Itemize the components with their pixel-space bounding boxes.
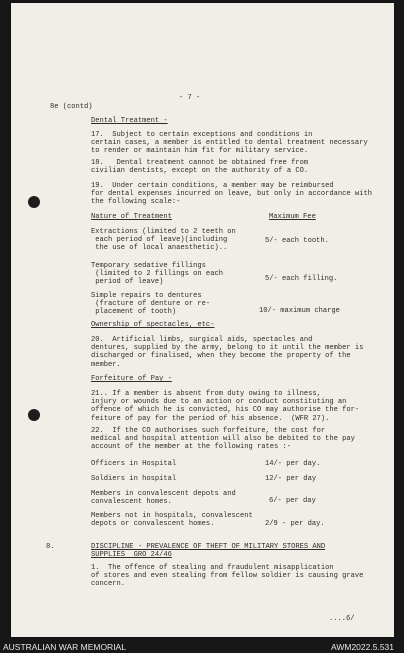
discipline-paragraph-1: 1. The offence of stealing and fraudulent misapplication of stores and even stealing from fellow soldier is causing grave concern.	[91, 564, 364, 589]
archive-footer	[0, 640, 404, 653]
rate-value: 2/9 - per day.	[265, 520, 325, 528]
section-number: 8.	[46, 543, 55, 551]
table-row-fee: 5/- each filling.	[265, 275, 338, 283]
paragraph-21: 21.. If a member is absent from duty owing to illness, injury or wounds due to an action or conduct constituting an offence of which he is convicted, his CO may authorise the for- feiture of pay for the period of his absence. (WFR 27).	[91, 390, 360, 423]
punch-hole	[28, 196, 40, 208]
paragraph-20: 20. Artificial limbs, surgical aids, spectacles and dentures, supplied by the army, belong to it until the member is discharged or finalised, when they become the property of the member.	[91, 336, 364, 369]
rate-label: Officers in Hospital	[91, 460, 177, 468]
rate-label: Soldiers in hospital	[91, 475, 177, 483]
paragraph-17: 17. Subject to certain exceptions and conditions in certain cases, a member is entitled to dental treatment necessary to render or maintain him fit for military service.	[91, 131, 368, 156]
continuation-mark: ....6/	[329, 615, 355, 623]
table-row-fee: 5/- each tooth.	[265, 237, 329, 245]
punch-hole	[28, 409, 40, 421]
dental-treatment-heading: Dental Treatment -	[91, 117, 168, 125]
paragraph-18: 18. Dental treatment cannot be obtained free from civilian dentists, except on the authority of a CO.	[91, 159, 309, 176]
footer-institution: AUSTRALIAN WAR MEMORIAL	[3, 641, 126, 652]
section-reference: 8e (contd)	[50, 103, 93, 111]
table-header-fee: Maximum Fee	[269, 213, 316, 221]
spectacles-heading: Ownership of spectacles, etc-	[91, 321, 215, 329]
rate-label: Members in convalescent depots and convalescent homes.	[91, 490, 236, 507]
table-row-fee: 10/- maximum charge	[259, 307, 340, 315]
document-page	[11, 3, 394, 637]
discipline-heading: DISCIPLINE - PREVALENCE OF THEFT OF MILITARY STORES AND SUPPLIES GRO 24/46	[91, 543, 326, 560]
page-number: - 7 -	[179, 94, 201, 102]
paragraph-22: 22. If the CO authorises such forfeiture, the cost for medical and hospital attention will also be debited to the pay account of the member at the following rates :-	[91, 427, 355, 452]
rate-value: 12/- per day	[265, 475, 317, 483]
paragraph-19: 19. Under certain conditions, a member may be reimbursed for dental expenses incurred on leave, but only in accordance with the following scale:-	[91, 182, 372, 207]
table-header-treatment: Nature of Treatment	[91, 213, 172, 221]
table-row-treatment: Extractions (limited to 2 teeth on each period of leave)(including the use of local anaesthetic)..	[91, 228, 236, 253]
rate-label: Members not in hospitals, convalescent depots or convalescent homes.	[91, 512, 253, 529]
rate-value: 14/- per day.	[265, 460, 321, 468]
table-row-treatment: Simple repairs to dentures (fracture of denture or re- placement of tooth)	[91, 292, 211, 317]
footer-reference: AWM2022.5.531	[331, 641, 394, 652]
table-row-treatment: Temporary sedative fillings (limited to 2 fillings on each period of leave)	[91, 262, 223, 287]
forfeiture-heading: Forfeiture of Pay -	[91, 375, 172, 383]
rate-value: 6/- per day	[269, 497, 316, 505]
